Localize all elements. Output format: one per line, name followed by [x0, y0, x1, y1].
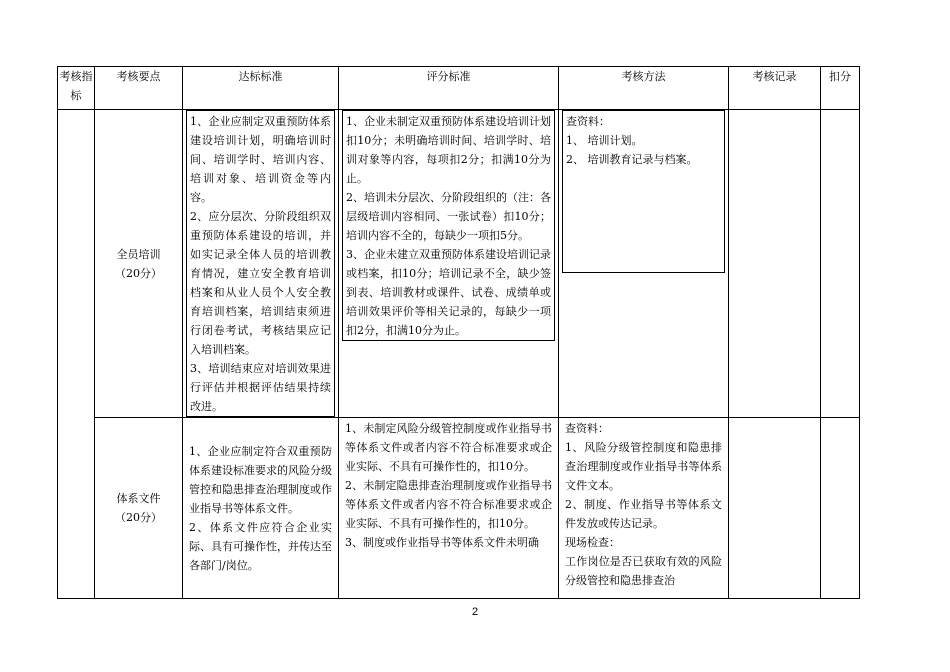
header-standard: 达标标准 [183, 67, 339, 110]
key-point-name: 体系文件 [116, 492, 161, 505]
standard-cell [183, 418, 339, 599]
standard-item: 1、企业应制定符合双重预防体系建设标准要求的风险分级管控和隐患排查治理制度或作业指导书等体系文件。 [189, 445, 332, 515]
table-row [58, 418, 860, 599]
method-box [562, 110, 725, 273]
scoring-item: 1、企业未制定双重预防体系建设培训计划扣10分；未明确培训时间、培训学时、培训对象等内容，每项扣2分；扣满10分为止。 [346, 115, 551, 185]
scoring-item: 1、未制定风险分级管控制度或作业指导书等体系文件或者内容不符合标准要求或企业实际、不具有可操作性的，扣10分。 [345, 422, 552, 473]
deduction-cell [821, 418, 860, 599]
scoring-cell [339, 418, 559, 599]
method-item: 2、 培训教育记录与档案。 [566, 153, 698, 166]
standard-box [186, 110, 335, 417]
scoring-item: 3、制度或作业指导书等体系文件未明确 [345, 536, 539, 549]
scoring-item: 2、未制定隐患排查治理制度或作业指导书等体系文件或者内容不符合标准要求或企业实际、不具有可操作性的，扣10分。 [345, 479, 552, 530]
assessment-table [57, 66, 860, 599]
standard-item: 3、培训结束应对培训效果进行评估并根据评估结果持续改进。 [190, 362, 331, 413]
method-cell [559, 110, 729, 418]
header-key-points: 考核要点 [95, 67, 183, 110]
method-item: 工作岗位是否已获取有效的风险分级管控和隐患排查治 [565, 555, 722, 587]
method-item: 1、风险分级管控制度和隐患排查治理制度或作业指导书等体系文件文本。 [565, 441, 722, 492]
key-point-cell [95, 110, 183, 418]
method-item: 查资料： [566, 115, 610, 128]
page-number: 2 [471, 606, 479, 618]
key-point-name: 全员培训 [116, 247, 161, 261]
standard-item: 2、应分层次、分阶段组织双重预防体系建设的培训，并如实记录全体人员的培训教育情况，建立安全教育培训档案和从业人员个人安全教育培训档案，培训结束须进行闭卷考试，考核结果应记入培训档案。 [190, 210, 331, 356]
scoring-item: 3、企业未建立双重预防体系建设培训记录或档案，扣10分；培训记录不全，缺少签到表、培训教材或课件、试卷、成绩单或培训效果评价等相关记录的，每缺少一项扣2分，扣满10分为止。 [346, 248, 551, 337]
table-row [58, 110, 860, 418]
header-method: 考核方法 [559, 67, 729, 110]
scoring-item: 2、培训未分层次、分阶段组织的（注：各层级培训内容相同、一张试卷）扣10分；培训内容不全的，每缺少一项扣5分。 [346, 191, 551, 242]
scoring-box [342, 110, 555, 341]
table-header-row [58, 67, 860, 110]
standard-item: 1、企业应制定双重预防体系建设培训计划，明确培训时间、培训学时、培训内容、培训对象、培训资金等内容。 [190, 115, 331, 204]
indicator-cell [58, 110, 95, 599]
standard-box [186, 441, 335, 575]
method-item: 1、 培训计划。 [566, 134, 643, 147]
method-box [562, 418, 725, 590]
method-cell [559, 418, 729, 599]
method-item: 2、制度、作业指导书等体系文件发放或传达记录。 [565, 498, 722, 530]
record-cell [729, 418, 821, 599]
key-point-cell [95, 418, 183, 599]
header-indicator: 考核指标 [58, 67, 95, 110]
scoring-cell [339, 110, 559, 418]
method-item: 查资料： [565, 422, 609, 435]
header-record: 考核记录 [729, 67, 821, 110]
key-point-score: （20分） [115, 266, 162, 280]
header-deduction: 扣分 [821, 67, 860, 110]
scoring-box [342, 418, 555, 552]
standard-item: 2、体系文件应符合企业实际、具有可操作性，并传达至各部门/岗位。 [189, 521, 332, 572]
method-item: 现场检查： [565, 536, 620, 549]
standard-cell [183, 110, 339, 418]
record-cell [729, 110, 821, 418]
header-scoring: 评分标准 [339, 67, 559, 110]
key-point-score: （20分） [115, 511, 162, 524]
deduction-cell [821, 110, 860, 418]
